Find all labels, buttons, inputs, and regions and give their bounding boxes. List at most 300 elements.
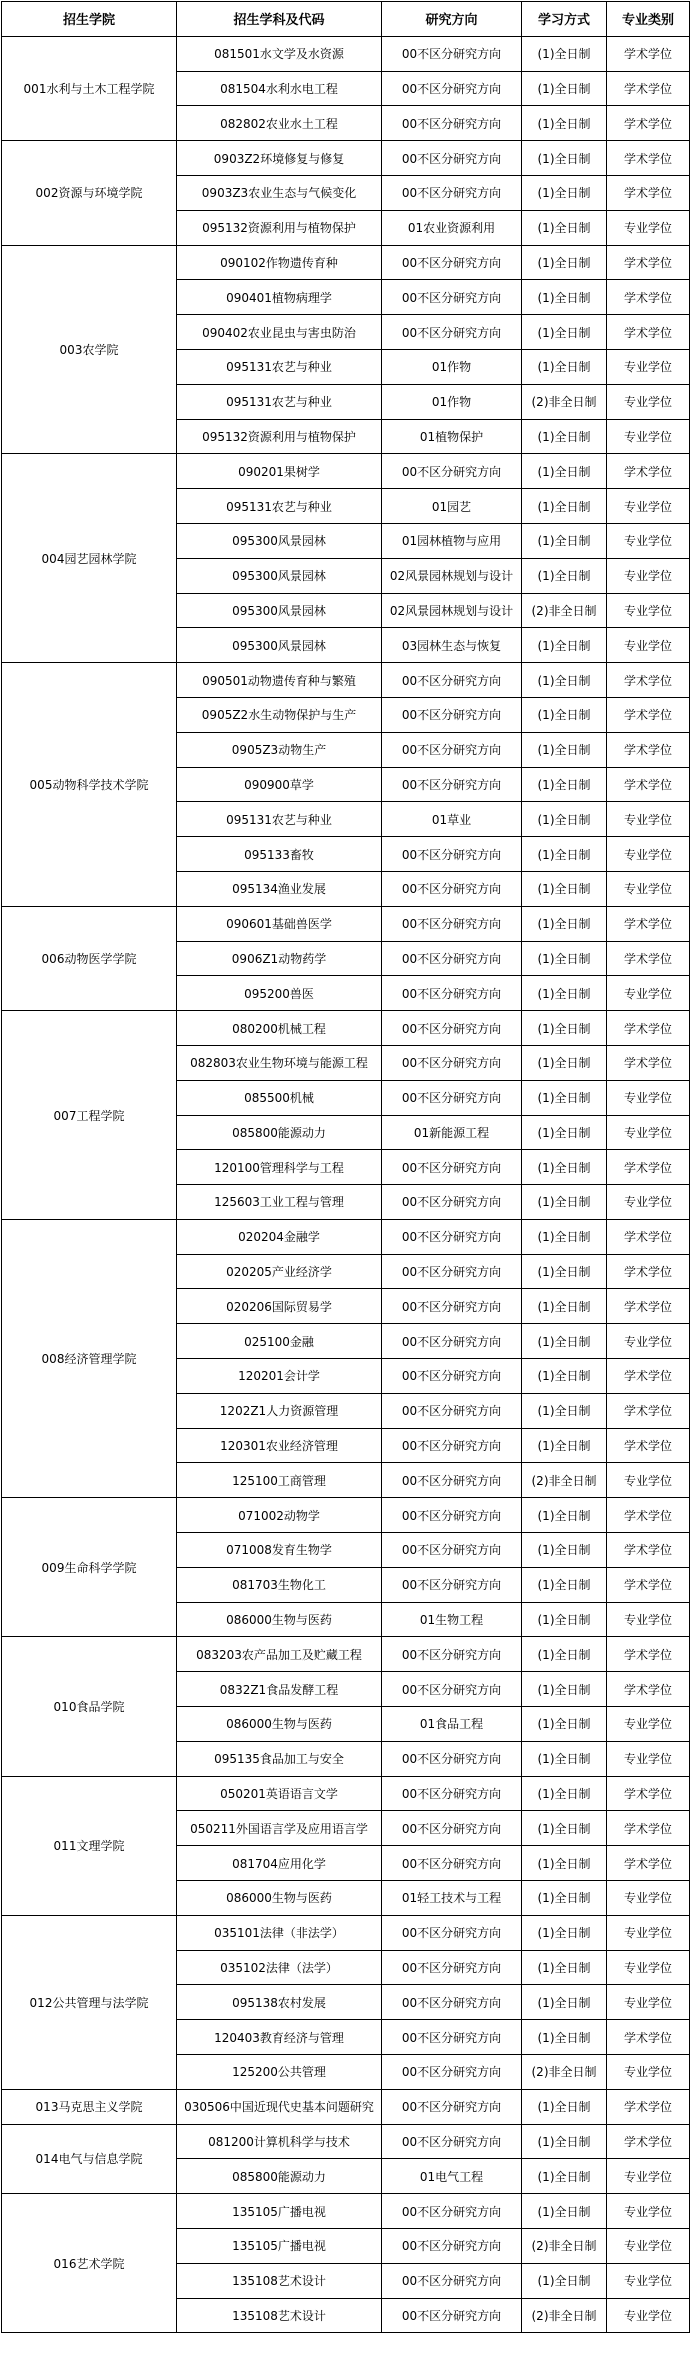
mode-cell: (1)全日制 bbox=[522, 419, 607, 454]
subject-cell: 095300风景园林 bbox=[177, 558, 382, 593]
degree-cell: 学术学位 bbox=[607, 2020, 690, 2055]
table-row bbox=[2, 1915, 690, 1950]
mode-cell: (1)全日制 bbox=[522, 1950, 607, 1985]
mode-cell: (1)全日制 bbox=[522, 976, 607, 1011]
mode-cell: (1)全日制 bbox=[522, 1219, 607, 1254]
mode-cell: (1)全日制 bbox=[522, 2194, 607, 2229]
direction-cell: 00不区分研究方向 bbox=[382, 1185, 522, 1220]
subject-cell: 090401植物病理学 bbox=[177, 280, 382, 315]
subject-cell: 135108艺术设计 bbox=[177, 2298, 382, 2333]
subject-cell: 086000生物与医药 bbox=[177, 1707, 382, 1742]
subject-cell: 081501水文学及水资源 bbox=[177, 36, 382, 71]
mode-cell: (1)全日制 bbox=[522, 1045, 607, 1080]
direction-cell: 00不区分研究方向 bbox=[382, 71, 522, 106]
direction-cell: 01生物工程 bbox=[382, 1602, 522, 1637]
degree-cell: 学术学位 bbox=[607, 1776, 690, 1811]
table-row bbox=[2, 36, 690, 71]
direction-cell: 00不区分研究方向 bbox=[382, 36, 522, 71]
mode-cell: (1)全日制 bbox=[522, 1115, 607, 1150]
mode-cell: (2)非全日制 bbox=[522, 2055, 607, 2090]
mode-cell: (1)全日制 bbox=[522, 489, 607, 524]
direction-cell: 00不区分研究方向 bbox=[382, 1567, 522, 1602]
degree-cell: 学术学位 bbox=[607, 1846, 690, 1881]
table-row bbox=[2, 1498, 690, 1533]
table-row bbox=[2, 1011, 690, 1046]
subject-cell: 0832Z1食品发酵工程 bbox=[177, 1672, 382, 1707]
mode-cell: (1)全日制 bbox=[522, 1985, 607, 2020]
degree-cell: 学术学位 bbox=[607, 1045, 690, 1080]
direction-cell: 01植物保护 bbox=[382, 419, 522, 454]
subject-cell: 095131农艺与种业 bbox=[177, 489, 382, 524]
college-cell: 002资源与环境学院 bbox=[2, 141, 177, 245]
direction-cell: 00不区分研究方向 bbox=[382, 1498, 522, 1533]
mode-cell: (1)全日制 bbox=[522, 2124, 607, 2159]
table-row bbox=[2, 906, 690, 941]
mode-cell: (1)全日制 bbox=[522, 1150, 607, 1185]
direction-cell: 00不区分研究方向 bbox=[382, 1219, 522, 1254]
degree-cell: 学术学位 bbox=[607, 1672, 690, 1707]
subject-cell: 095300风景园林 bbox=[177, 628, 382, 663]
mode-cell: (1)全日制 bbox=[522, 1428, 607, 1463]
degree-cell: 学术学位 bbox=[607, 663, 690, 698]
mode-cell: (1)全日制 bbox=[522, 141, 607, 176]
subject-cell: 0903Z3农业生态与气候变化 bbox=[177, 175, 382, 210]
table-row bbox=[2, 1776, 690, 1811]
header-college: 招生学院 bbox=[2, 2, 177, 37]
subject-cell: 082802农业水土工程 bbox=[177, 106, 382, 141]
direction-cell: 00不区分研究方向 bbox=[382, 906, 522, 941]
mode-cell: (1)全日制 bbox=[522, 1846, 607, 1881]
subject-cell: 095132资源利用与植物保护 bbox=[177, 210, 382, 245]
direction-cell: 00不区分研究方向 bbox=[382, 1776, 522, 1811]
mode-cell: (1)全日制 bbox=[522, 802, 607, 837]
direction-cell: 00不区分研究方向 bbox=[382, 1428, 522, 1463]
subject-cell: 0903Z2环境修复与修复 bbox=[177, 141, 382, 176]
direction-cell: 01轻工技术与工程 bbox=[382, 1881, 522, 1916]
mode-cell: (1)全日制 bbox=[522, 1741, 607, 1776]
subject-cell: 1202Z1人力资源管理 bbox=[177, 1393, 382, 1428]
degree-cell: 学术学位 bbox=[607, 2089, 690, 2124]
degree-cell: 学术学位 bbox=[607, 2124, 690, 2159]
degree-cell: 专业学位 bbox=[607, 1115, 690, 1150]
direction-cell: 00不区分研究方向 bbox=[382, 175, 522, 210]
direction-cell: 00不区分研究方向 bbox=[382, 663, 522, 698]
direction-cell: 03园林生态与恢复 bbox=[382, 628, 522, 663]
degree-cell: 专业学位 bbox=[607, 1324, 690, 1359]
degree-cell: 学术学位 bbox=[607, 1567, 690, 1602]
mode-cell: (1)全日制 bbox=[522, 1011, 607, 1046]
college-cell: 010食品学院 bbox=[2, 1637, 177, 1776]
subject-cell: 135105广播电视 bbox=[177, 2194, 382, 2229]
degree-cell: 专业学位 bbox=[607, 802, 690, 837]
degree-cell: 学术学位 bbox=[607, 941, 690, 976]
degree-cell: 学术学位 bbox=[607, 36, 690, 71]
mode-cell: (1)全日制 bbox=[522, 1393, 607, 1428]
degree-cell: 专业学位 bbox=[607, 558, 690, 593]
degree-cell: 学术学位 bbox=[607, 1011, 690, 1046]
subject-cell: 086000生物与医药 bbox=[177, 1602, 382, 1637]
degree-cell: 学术学位 bbox=[607, 1811, 690, 1846]
degree-cell: 学术学位 bbox=[607, 732, 690, 767]
mode-cell: (2)非全日制 bbox=[522, 2298, 607, 2333]
degree-cell: 学术学位 bbox=[607, 1254, 690, 1289]
subject-cell: 090402农业昆虫与害虫防治 bbox=[177, 315, 382, 350]
subject-cell: 030506中国近现代史基本问题研究 bbox=[177, 2089, 382, 2124]
direction-cell: 00不区分研究方向 bbox=[382, 1045, 522, 1080]
college-cell: 001水利与土木工程学院 bbox=[2, 36, 177, 140]
subject-cell: 020205产业经济学 bbox=[177, 1254, 382, 1289]
subject-cell: 020206国际贸易学 bbox=[177, 1289, 382, 1324]
subject-cell: 081704应用化学 bbox=[177, 1846, 382, 1881]
college-cell: 009生命科学学院 bbox=[2, 1498, 177, 1637]
direction-cell: 00不区分研究方向 bbox=[382, 697, 522, 732]
degree-cell: 学术学位 bbox=[607, 280, 690, 315]
mode-cell: (1)全日制 bbox=[522, 245, 607, 280]
table-row bbox=[2, 454, 690, 489]
mode-cell: (1)全日制 bbox=[522, 1254, 607, 1289]
mode-cell: (1)全日制 bbox=[522, 1881, 607, 1916]
degree-cell: 专业学位 bbox=[607, 1080, 690, 1115]
mode-cell: (1)全日制 bbox=[522, 1707, 607, 1742]
subject-cell: 095134渔业发展 bbox=[177, 871, 382, 906]
direction-cell: 00不区分研究方向 bbox=[382, 767, 522, 802]
direction-cell: 01电气工程 bbox=[382, 2159, 522, 2194]
direction-cell: 00不区分研究方向 bbox=[382, 2229, 522, 2264]
degree-cell: 专业学位 bbox=[607, 2229, 690, 2264]
degree-cell: 专业学位 bbox=[607, 210, 690, 245]
mode-cell: (1)全日制 bbox=[522, 454, 607, 489]
mode-cell: (2)非全日制 bbox=[522, 2229, 607, 2264]
mode-cell: (1)全日制 bbox=[522, 1498, 607, 1533]
direction-cell: 00不区分研究方向 bbox=[382, 1741, 522, 1776]
direction-cell: 00不区分研究方向 bbox=[382, 454, 522, 489]
degree-cell: 专业学位 bbox=[607, 976, 690, 1011]
degree-cell: 专业学位 bbox=[607, 871, 690, 906]
degree-cell: 专业学位 bbox=[607, 419, 690, 454]
table-row bbox=[2, 1637, 690, 1672]
degree-cell: 专业学位 bbox=[607, 384, 690, 419]
college-cell: 007工程学院 bbox=[2, 1011, 177, 1220]
direction-cell: 00不区分研究方向 bbox=[382, 1533, 522, 1568]
degree-cell: 专业学位 bbox=[607, 1881, 690, 1916]
direction-cell: 01作物 bbox=[382, 384, 522, 419]
degree-cell: 学术学位 bbox=[607, 1289, 690, 1324]
college-cell: 008经济管理学院 bbox=[2, 1219, 177, 1497]
mode-cell: (1)全日制 bbox=[522, 1080, 607, 1115]
mode-cell: (1)全日制 bbox=[522, 767, 607, 802]
table-row bbox=[2, 141, 690, 176]
degree-cell: 专业学位 bbox=[607, 2055, 690, 2090]
header-row bbox=[2, 2, 690, 37]
degree-cell: 学术学位 bbox=[607, 1637, 690, 1672]
college-cell: 006动物医学学院 bbox=[2, 906, 177, 1010]
mode-cell: (1)全日制 bbox=[522, 1811, 607, 1846]
direction-cell: 00不区分研究方向 bbox=[382, 315, 522, 350]
subject-cell: 071008发育生物学 bbox=[177, 1533, 382, 1568]
college-cell: 011文理学院 bbox=[2, 1776, 177, 1915]
mode-cell: (2)非全日制 bbox=[522, 384, 607, 419]
direction-cell: 00不区分研究方向 bbox=[382, 141, 522, 176]
subject-cell: 095131农艺与种业 bbox=[177, 349, 382, 384]
mode-cell: (1)全日制 bbox=[522, 941, 607, 976]
subject-cell: 125100工商管理 bbox=[177, 1463, 382, 1498]
subject-cell: 095138农村发展 bbox=[177, 1985, 382, 2020]
mode-cell: (1)全日制 bbox=[522, 1672, 607, 1707]
degree-cell: 专业学位 bbox=[607, 2159, 690, 2194]
degree-cell: 学术学位 bbox=[607, 767, 690, 802]
mode-cell: (1)全日制 bbox=[522, 1602, 607, 1637]
direction-cell: 00不区分研究方向 bbox=[382, 1011, 522, 1046]
direction-cell: 00不区分研究方向 bbox=[382, 2263, 522, 2298]
mode-cell: (1)全日制 bbox=[522, 732, 607, 767]
degree-cell: 专业学位 bbox=[607, 489, 690, 524]
subject-cell: 0905Z3动物生产 bbox=[177, 732, 382, 767]
direction-cell: 00不区分研究方向 bbox=[382, 2020, 522, 2055]
subject-cell: 081504水利水电工程 bbox=[177, 71, 382, 106]
mode-cell: (1)全日制 bbox=[522, 628, 607, 663]
direction-cell: 00不区分研究方向 bbox=[382, 2089, 522, 2124]
subject-cell: 090102作物遗传育种 bbox=[177, 245, 382, 280]
table-row bbox=[2, 2194, 690, 2229]
mode-cell: (1)全日制 bbox=[522, 1567, 607, 1602]
degree-cell: 学术学位 bbox=[607, 1393, 690, 1428]
direction-cell: 00不区分研究方向 bbox=[382, 1289, 522, 1324]
degree-cell: 专业学位 bbox=[607, 1602, 690, 1637]
subject-cell: 050211外国语言学及应用语言学 bbox=[177, 1811, 382, 1846]
degree-cell: 学术学位 bbox=[607, 315, 690, 350]
direction-cell: 00不区分研究方向 bbox=[382, 1324, 522, 1359]
direction-cell: 00不区分研究方向 bbox=[382, 837, 522, 872]
direction-cell: 00不区分研究方向 bbox=[382, 106, 522, 141]
mode-cell: (1)全日制 bbox=[522, 1289, 607, 1324]
mode-cell: (1)全日制 bbox=[522, 1637, 607, 1672]
mode-cell: (1)全日制 bbox=[522, 2089, 607, 2124]
direction-cell: 00不区分研究方向 bbox=[382, 732, 522, 767]
subject-cell: 020204金融学 bbox=[177, 1219, 382, 1254]
header-research-direction: 研究方向 bbox=[382, 2, 522, 37]
degree-cell: 学术学位 bbox=[607, 454, 690, 489]
mode-cell: (1)全日制 bbox=[522, 349, 607, 384]
direction-cell: 00不区分研究方向 bbox=[382, 1359, 522, 1394]
degree-cell: 专业学位 bbox=[607, 1185, 690, 1220]
direction-cell: 00不区分研究方向 bbox=[382, 1915, 522, 1950]
subject-cell: 125603工业工程与管理 bbox=[177, 1185, 382, 1220]
subject-cell: 095300风景园林 bbox=[177, 523, 382, 558]
degree-cell: 专业学位 bbox=[607, 349, 690, 384]
degree-cell: 学术学位 bbox=[607, 106, 690, 141]
subject-cell: 095200兽医 bbox=[177, 976, 382, 1011]
direction-cell: 00不区分研究方向 bbox=[382, 941, 522, 976]
direction-cell: 01草业 bbox=[382, 802, 522, 837]
degree-cell: 专业学位 bbox=[607, 1707, 690, 1742]
direction-cell: 00不区分研究方向 bbox=[382, 2194, 522, 2229]
college-cell: 014电气与信息学院 bbox=[2, 2124, 177, 2194]
mode-cell: (1)全日制 bbox=[522, 697, 607, 732]
subject-cell: 135105广播电视 bbox=[177, 2229, 382, 2264]
degree-cell: 学术学位 bbox=[607, 1219, 690, 1254]
degree-cell: 学术学位 bbox=[607, 697, 690, 732]
subject-cell: 090201果树学 bbox=[177, 454, 382, 489]
enrollment-table bbox=[1, 1, 690, 2333]
degree-cell: 专业学位 bbox=[607, 2263, 690, 2298]
subject-cell: 090900草学 bbox=[177, 767, 382, 802]
mode-cell: (1)全日制 bbox=[522, 837, 607, 872]
direction-cell: 00不区分研究方向 bbox=[382, 1463, 522, 1498]
mode-cell: (1)全日制 bbox=[522, 1915, 607, 1950]
subject-cell: 120301农业经济管理 bbox=[177, 1428, 382, 1463]
mode-cell: (1)全日制 bbox=[522, 1324, 607, 1359]
mode-cell: (1)全日制 bbox=[522, 906, 607, 941]
subject-cell: 0906Z1动物药学 bbox=[177, 941, 382, 976]
mode-cell: (1)全日制 bbox=[522, 523, 607, 558]
header-subject-code: 招生学科及代码 bbox=[177, 2, 382, 37]
degree-cell: 学术学位 bbox=[607, 1533, 690, 1568]
table-row bbox=[2, 2089, 690, 2124]
degree-cell: 学术学位 bbox=[607, 175, 690, 210]
subject-cell: 071002动物学 bbox=[177, 1498, 382, 1533]
mode-cell: (1)全日制 bbox=[522, 71, 607, 106]
degree-cell: 专业学位 bbox=[607, 1950, 690, 1985]
college-cell: 013马克思主义学院 bbox=[2, 2089, 177, 2124]
degree-cell: 专业学位 bbox=[607, 1985, 690, 2020]
subject-cell: 090601基础兽医学 bbox=[177, 906, 382, 941]
mode-cell: (1)全日制 bbox=[522, 1359, 607, 1394]
degree-cell: 学术学位 bbox=[607, 1359, 690, 1394]
mode-cell: (1)全日制 bbox=[522, 210, 607, 245]
table-row bbox=[2, 245, 690, 280]
subject-cell: 080200机械工程 bbox=[177, 1011, 382, 1046]
table-row bbox=[2, 663, 690, 698]
header-degree-type: 专业类别 bbox=[607, 2, 690, 37]
subject-cell: 085500机械 bbox=[177, 1080, 382, 1115]
subject-cell: 095135食品加工与安全 bbox=[177, 1741, 382, 1776]
header-study-mode: 学习方式 bbox=[522, 2, 607, 37]
direction-cell: 00不区分研究方向 bbox=[382, 1846, 522, 1881]
subject-cell: 085800能源动力 bbox=[177, 2159, 382, 2194]
subject-cell: 081200计算机科学与技术 bbox=[177, 2124, 382, 2159]
degree-cell: 专业学位 bbox=[607, 837, 690, 872]
subject-cell: 090501动物遗传育种与繁殖 bbox=[177, 663, 382, 698]
direction-cell: 00不区分研究方向 bbox=[382, 1985, 522, 2020]
subject-cell: 050201英语语言文学 bbox=[177, 1776, 382, 1811]
subject-cell: 081703生物化工 bbox=[177, 1567, 382, 1602]
college-cell: 005动物科学技术学院 bbox=[2, 663, 177, 907]
direction-cell: 01作物 bbox=[382, 349, 522, 384]
subject-cell: 085800能源动力 bbox=[177, 1115, 382, 1150]
direction-cell: 00不区分研究方向 bbox=[382, 1080, 522, 1115]
subject-cell: 095132资源利用与植物保护 bbox=[177, 419, 382, 454]
degree-cell: 专业学位 bbox=[607, 2194, 690, 2229]
degree-cell: 学术学位 bbox=[607, 1150, 690, 1185]
degree-cell: 专业学位 bbox=[607, 2298, 690, 2333]
mode-cell: (1)全日制 bbox=[522, 663, 607, 698]
mode-cell: (1)全日制 bbox=[522, 36, 607, 71]
direction-cell: 00不区分研究方向 bbox=[382, 2298, 522, 2333]
mode-cell: (1)全日制 bbox=[522, 871, 607, 906]
direction-cell: 02风景园林规划与设计 bbox=[382, 558, 522, 593]
degree-cell: 专业学位 bbox=[607, 1741, 690, 1776]
subject-cell: 135108艺术设计 bbox=[177, 2263, 382, 2298]
direction-cell: 00不区分研究方向 bbox=[382, 1637, 522, 1672]
direction-cell: 00不区分研究方向 bbox=[382, 1950, 522, 1985]
subject-cell: 120201会计学 bbox=[177, 1359, 382, 1394]
subject-cell: 082803农业生物环境与能源工程 bbox=[177, 1045, 382, 1080]
table-row bbox=[2, 1219, 690, 1254]
subject-cell: 083203农产品加工及贮藏工程 bbox=[177, 1637, 382, 1672]
degree-cell: 学术学位 bbox=[607, 1498, 690, 1533]
degree-cell: 学术学位 bbox=[607, 906, 690, 941]
degree-cell: 学术学位 bbox=[607, 141, 690, 176]
degree-cell: 专业学位 bbox=[607, 1463, 690, 1498]
college-cell: 016艺术学院 bbox=[2, 2194, 177, 2333]
direction-cell: 01园艺 bbox=[382, 489, 522, 524]
mode-cell: (1)全日制 bbox=[522, 315, 607, 350]
direction-cell: 00不区分研究方向 bbox=[382, 1393, 522, 1428]
subject-cell: 086000生物与医药 bbox=[177, 1881, 382, 1916]
subject-cell: 120100管理科学与工程 bbox=[177, 1150, 382, 1185]
mode-cell: (1)全日制 bbox=[522, 175, 607, 210]
direction-cell: 01农业资源利用 bbox=[382, 210, 522, 245]
mode-cell: (2)非全日制 bbox=[522, 593, 607, 628]
degree-cell: 专业学位 bbox=[607, 628, 690, 663]
direction-cell: 00不区分研究方向 bbox=[382, 871, 522, 906]
direction-cell: 00不区分研究方向 bbox=[382, 1254, 522, 1289]
mode-cell: (1)全日制 bbox=[522, 1185, 607, 1220]
mode-cell: (1)全日制 bbox=[522, 1776, 607, 1811]
direction-cell: 00不区分研究方向 bbox=[382, 2055, 522, 2090]
mode-cell: (1)全日制 bbox=[522, 106, 607, 141]
mode-cell: (1)全日制 bbox=[522, 2263, 607, 2298]
degree-cell: 学术学位 bbox=[607, 245, 690, 280]
direction-cell: 00不区分研究方向 bbox=[382, 2124, 522, 2159]
table-row bbox=[2, 2124, 690, 2159]
degree-cell: 学术学位 bbox=[607, 1428, 690, 1463]
subject-cell: 095300风景园林 bbox=[177, 593, 382, 628]
degree-cell: 专业学位 bbox=[607, 1915, 690, 1950]
direction-cell: 01新能源工程 bbox=[382, 1115, 522, 1150]
direction-cell: 02风景园林规划与设计 bbox=[382, 593, 522, 628]
subject-cell: 120403教育经济与管理 bbox=[177, 2020, 382, 2055]
subject-cell: 125200公共管理 bbox=[177, 2055, 382, 2090]
direction-cell: 00不区分研究方向 bbox=[382, 1150, 522, 1185]
direction-cell: 00不区分研究方向 bbox=[382, 1672, 522, 1707]
degree-cell: 专业学位 bbox=[607, 523, 690, 558]
degree-cell: 学术学位 bbox=[607, 71, 690, 106]
direction-cell: 00不区分研究方向 bbox=[382, 1811, 522, 1846]
mode-cell: (1)全日制 bbox=[522, 1533, 607, 1568]
college-cell: 012公共管理与法学院 bbox=[2, 1915, 177, 2089]
direction-cell: 00不区分研究方向 bbox=[382, 245, 522, 280]
subject-cell: 095131农艺与种业 bbox=[177, 384, 382, 419]
mode-cell: (2)非全日制 bbox=[522, 1463, 607, 1498]
college-cell: 004园艺园林学院 bbox=[2, 454, 177, 663]
college-cell: 003农学院 bbox=[2, 245, 177, 454]
mode-cell: (1)全日制 bbox=[522, 2020, 607, 2055]
direction-cell: 00不区分研究方向 bbox=[382, 280, 522, 315]
direction-cell: 01园林植物与应用 bbox=[382, 523, 522, 558]
subject-cell: 095133畜牧 bbox=[177, 837, 382, 872]
direction-cell: 00不区分研究方向 bbox=[382, 976, 522, 1011]
subject-cell: 025100金融 bbox=[177, 1324, 382, 1359]
table-body bbox=[2, 36, 690, 2333]
subject-cell: 095131农艺与种业 bbox=[177, 802, 382, 837]
mode-cell: (1)全日制 bbox=[522, 558, 607, 593]
subject-cell: 035101法律（非法学） bbox=[177, 1915, 382, 1950]
subject-cell: 0905Z2水生动物保护与生产 bbox=[177, 697, 382, 732]
mode-cell: (1)全日制 bbox=[522, 2159, 607, 2194]
degree-cell: 专业学位 bbox=[607, 593, 690, 628]
subject-cell: 035102法律（法学） bbox=[177, 1950, 382, 1985]
